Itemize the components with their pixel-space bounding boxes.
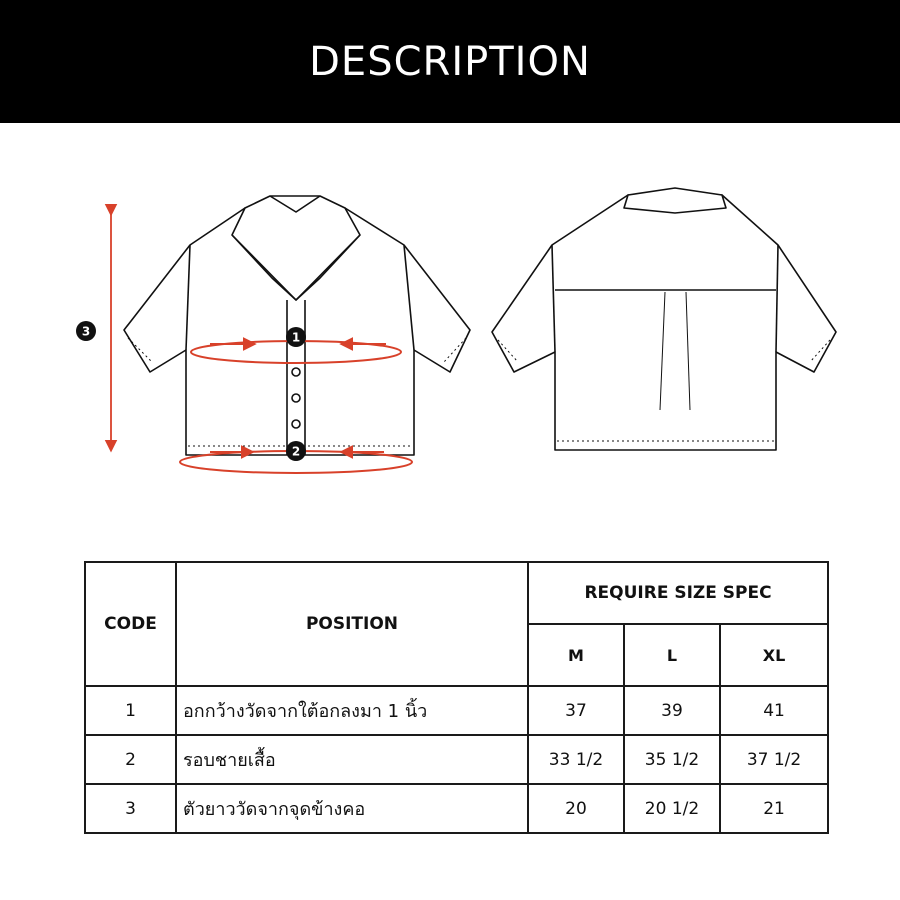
row-value-xl: 41 <box>720 686 828 735</box>
row-value-l: 39 <box>624 686 720 735</box>
size-header-xl: XL <box>720 624 828 686</box>
row-value-l: 20 1/2 <box>624 784 720 833</box>
size-spec-table <box>84 561 829 834</box>
row-code: 3 <box>85 784 176 833</box>
marker-2 <box>286 441 306 461</box>
row-position: อกกว้างวัดจากใต้อกลงมา 1 นิ้ว <box>176 686 528 735</box>
row-value-xl: 37 1/2 <box>720 735 828 784</box>
svg-text:2: 2 <box>291 444 301 459</box>
shirt-diagram <box>0 123 900 560</box>
code-header: CODE <box>85 562 176 686</box>
marker-1 <box>286 327 306 347</box>
row-code: 1 <box>85 686 176 735</box>
row-code: 2 <box>85 735 176 784</box>
row-value-m: 37 <box>528 686 624 735</box>
front-shirt-drawing <box>124 196 470 455</box>
row-position: ตัวยาววัดจากจุดข้างคอ <box>176 784 528 833</box>
table-row <box>85 686 828 735</box>
marker-3 <box>76 321 96 341</box>
row-value-m: 20 <box>528 784 624 833</box>
garment-illustration <box>0 123 900 560</box>
header-bar <box>0 0 900 123</box>
page-title: DESCRIPTION <box>309 38 591 85</box>
size-header-m: M <box>528 624 624 686</box>
table-row <box>85 784 828 833</box>
back-shirt-drawing <box>492 188 836 450</box>
table-row <box>85 735 828 784</box>
row-value-xl: 21 <box>720 784 828 833</box>
row-position: รอบชายเสื้อ <box>176 735 528 784</box>
size-spec-header: REQUIRE SIZE SPEC <box>528 562 828 624</box>
position-header: POSITION <box>176 562 528 686</box>
row-value-l: 35 1/2 <box>624 735 720 784</box>
svg-text:1: 1 <box>291 330 301 345</box>
svg-text:3: 3 <box>81 324 91 339</box>
size-header-l: L <box>624 624 720 686</box>
row-value-m: 33 1/2 <box>528 735 624 784</box>
